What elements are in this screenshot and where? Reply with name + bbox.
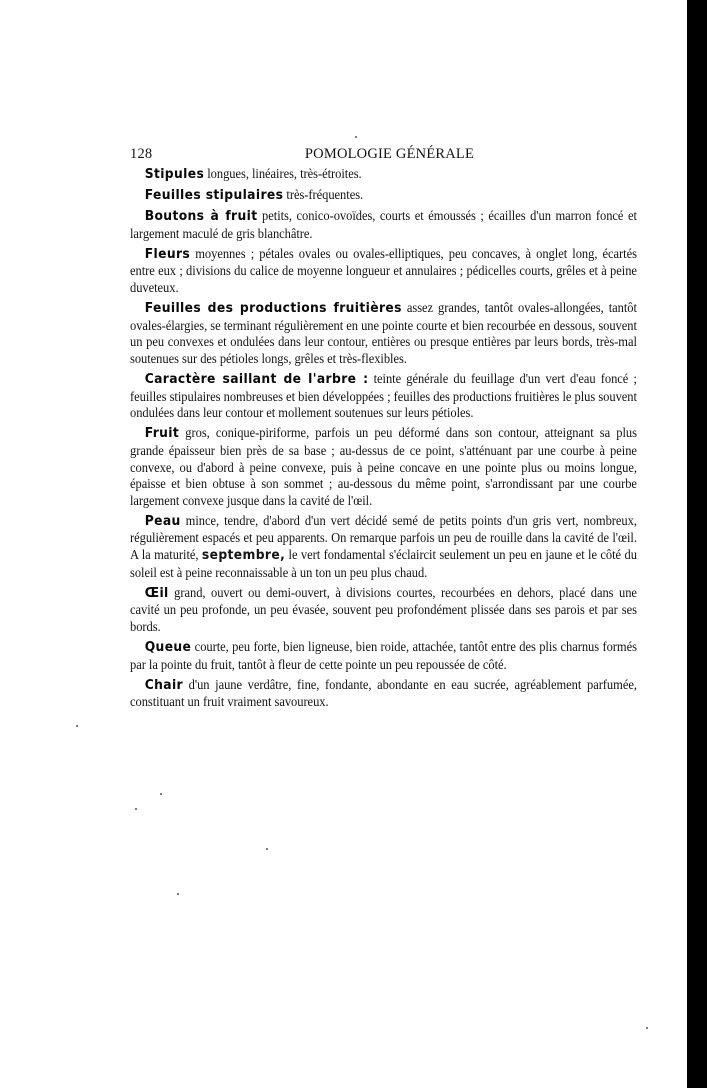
entry-stipules <box>130 166 637 184</box>
entry-term: Queue <box>144 639 192 655</box>
entry-term: Caractère saillant de l'arbre : <box>144 372 369 388</box>
entry-term: Stipules <box>144 167 205 182</box>
entry-text: courte, peu forte, bien ligneuse, bien roide, attachée, tantôt entre des plis charnus formés par la pointe du fruit, tantôt à fleur de cette pointe un peu repoussée de côté. <box>130 638 637 672</box>
entry-text: petits, conico-ovoïdes, courts et émoussés ; écailles d'un marron foncé et largement maculé de gris blanchâtre. <box>130 208 637 241</box>
entry-text: gros, conique-piriforme, parfois un peu déformé dans son contour, atteignant sa plus grande épaisseur bien près de sa base ; au-dessus de ce point, s'atténuant par une courbe à peine convexe, ou d'abord à peine convexe, puis à peine concave en une pointe plus ou moins longue, épaisse et bien obtuse à son sommet ; au-dessous du même point, s'arrondissant par une courbe largement convexe jusque dans la cavité de l'œil. <box>130 425 637 508</box>
entry-term: Boutons à fruit <box>144 209 258 225</box>
entry-text: teinte générale du feuillage d'un vert d'eau foncé ; feuilles stipulaires nombreuses et bien développées ; feuilles des productions fruitières le plus souvent ondulées dans leur contour et mollement soutenues sur leurs pétioles. <box>130 371 637 421</box>
entry-text: assez grandes, tantôt ovales-allongées, tantôt ovales-élargies, se terminant régulièrement en une pointe courte et bien recourbée en dessous, souvent un peu convexes et ondulées dans leur contour, entières ou presque entières par leurs bords, très-mal soutenues sur des pétioles longs, grêles et très-flexibles. <box>130 300 637 366</box>
book-page <box>130 146 637 711</box>
entry-feuilles-productions <box>130 300 637 367</box>
entry-chair <box>130 677 637 711</box>
entry-text: très-fréquentes. <box>283 187 364 203</box>
entry-text: grand, ouvert ou demi-ouvert, à divisions courtes, recourbées en dehors, placé dans une cavité un peu profonde, un peu évasée, souvent peu profondément plissée dans ses parois et par ses bords. <box>130 584 637 634</box>
entry-term: Feuilles des productions fruitières <box>144 301 402 317</box>
page-number: 128 <box>130 146 153 162</box>
entry-fruit <box>130 425 637 509</box>
entry-inline-term: septembre, <box>201 547 286 563</box>
entry-feuilles-stipulaires <box>130 187 637 205</box>
scan-speck <box>646 1027 648 1029</box>
entry-text: mince, tendre, d'abord d'un vert décidé semé de petits points d'un gris vert, nombreux, régulièrement espacés et peu apparents. On remarque parfois un peu de rouille dans la cavité de l'œil. A la maturité, <box>130 512 637 562</box>
entry-term: Feuilles stipulaires <box>144 188 284 204</box>
entry-text: longues, linéaires, très-étroites. <box>204 166 362 181</box>
running-head <box>130 146 637 166</box>
entry-term: Peau <box>144 513 181 529</box>
running-title: POMOLOGIE GÉNÉRALE <box>304 146 475 162</box>
entry-term: Œil <box>144 585 169 601</box>
entry-peau <box>130 513 637 581</box>
entry-text: moyennes ; pétales ovales ou ovales-elliptiques, peu concaves, à onglet long, écartés entre eux ; divisions du calice de moyenne longueur et annulaires ; pédicelles courts, grêles et à peine duveteux. <box>130 245 637 296</box>
entry-boutons-a-fruit <box>130 208 637 242</box>
entry-fleurs <box>130 246 637 297</box>
entry-term: Fruit <box>144 426 180 442</box>
scan-speck <box>76 725 78 727</box>
scan-speck <box>135 808 137 810</box>
scan-speck <box>355 136 357 138</box>
scan-speck <box>160 793 162 795</box>
entry-term: Fleurs <box>144 246 191 262</box>
entry-text: d'un jaune verdâtre, fine, fondante, abondante en eau sucrée, agréablement parfumée, constituant un fruit vraiment savoureux. <box>130 676 637 710</box>
entry-text: le vert fondamental s'éclaircit seulement un peu en jaune et le côté du soleil est à peine reconnaissable à un ton un peu plus chaud. <box>130 546 637 580</box>
scan-border-edge <box>687 0 707 1088</box>
entry-caractere-arbre <box>130 371 637 422</box>
entry-term: Chair <box>144 677 183 693</box>
entry-oeil <box>130 585 637 636</box>
entry-queue <box>130 639 637 673</box>
scan-speck <box>266 848 268 850</box>
scan-speck <box>177 893 179 895</box>
